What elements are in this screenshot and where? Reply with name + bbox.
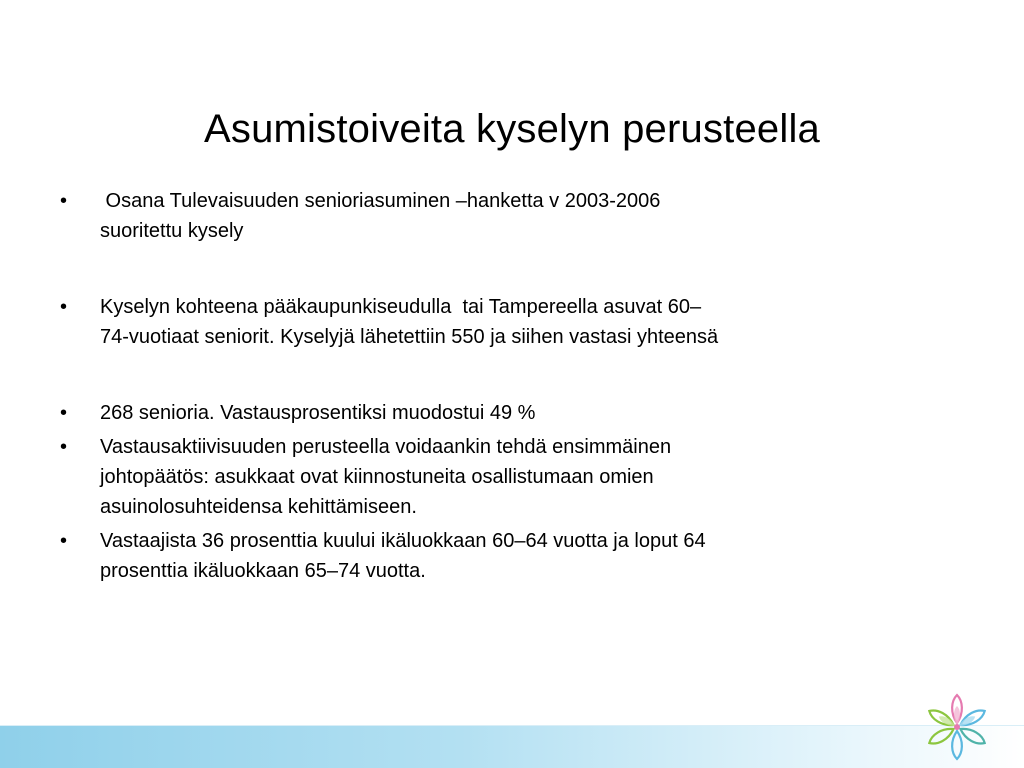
bullet-item [60, 292, 920, 352]
bullet-list [60, 186, 920, 586]
bullet-item [60, 526, 920, 586]
bullet-marker: • [60, 296, 68, 318]
bullet-marker: • [60, 402, 68, 424]
bullet-marker: • [60, 436, 68, 458]
bullet-marker: • [60, 530, 68, 552]
bullet-text: Kyselyn kohteena pääkaupunkiseudulla tai Tampereella asuvat 60– 74-vuotiaat seniorit. Kyselyjä lähetettiin 550 ja siihen vastasi yhteensä [100, 296, 719, 348]
bullet-item [60, 186, 920, 246]
slide-title: Asumistoiveita kyselyn perusteella [204, 107, 820, 151]
bullet-text: Osana Tulevaisuuden senioriasuminen –hanketta v 2003-2006 suoritettu kysely [100, 190, 661, 242]
bullet-text: 268 senioria. Vastausprosentiksi muodostui 49 % [100, 402, 536, 424]
flower-logo-icon [922, 692, 992, 762]
bullet-item [60, 398, 920, 428]
bullet-marker: • [60, 190, 68, 212]
bullet-text: Vastaajista 36 prosenttia kuului ikäluokkaan 60–64 vuotta ja loput 64 prosenttia ikäluokkaan 65–74 vuotta. [100, 530, 706, 582]
bullet-text: Vastausaktiivisuuden perusteella voidaankin tehdä ensimmäinen johtopäätös: asukkaat ovat kiinnostuneita osallistumaan omien asuinolosuhteidensa kehittämiseen. [100, 436, 672, 518]
bullet-item [60, 432, 920, 522]
footer-band [0, 726, 1024, 768]
